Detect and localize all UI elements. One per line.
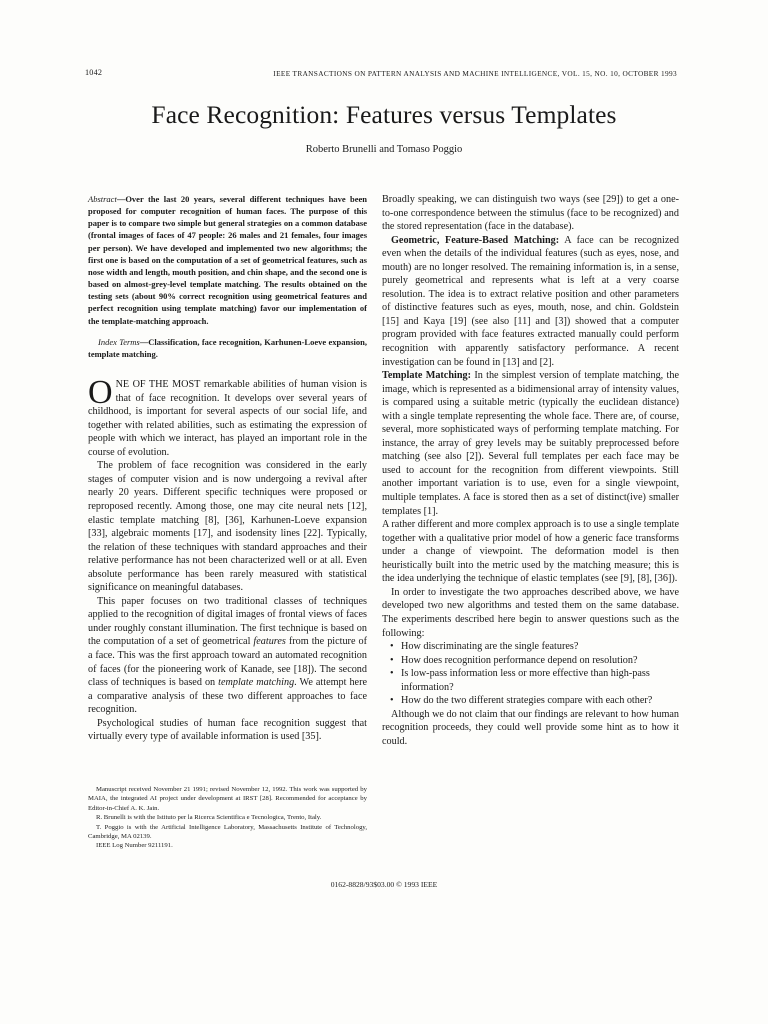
abstract-text: —Over the last 20 years, several different techniques have been proposed for computer recognition of human faces. The purpose of this paper is to compare two simple but general strategies on a common database (frontal images of faces of 47 people: 26 males and 21 females, four images per person). We have developed and implemented two new algorithms; the first one is based on the computation of a set of geometrical features, such as nose width and length, mouth position, and chin shape, and the second one is based on almost-grey-level template matching. The results obtained on the testing sets (about 90% correct recognition using geometrical features and perfect recognition using template matching) favor our implementation of the template-matching approach. (88, 194, 367, 326)
paragraph-final: Although we do not claim that our findings are relevant to how human recognition proceeds, they could well provide some hint as to how it could. (382, 708, 679, 747)
left-column (88, 193, 367, 744)
list-item-text: How discriminating are the single features? (401, 641, 579, 653)
paragraph-psychology: Psychological studies of human face recognition suggest that virtually every type of available information is used [35]. (88, 717, 367, 743)
list-item (390, 640, 679, 654)
list-item-text: Is low-pass information less or more effective than high-pass information? (401, 668, 650, 693)
intro-smallcaps: NE OF THE MOST (115, 379, 201, 391)
bullet-icon: • (390, 695, 394, 707)
bullet-icon: • (390, 668, 394, 680)
abstract-lead: Abstract (88, 194, 117, 204)
footnotes (88, 785, 367, 851)
footnote-poggio: T. Poggio is with the Artificial Intelligence Laboratory, Massachusetts Institute of Technology, Cambridge, MA 02139. (88, 823, 367, 841)
text-run: from the picture of a face. This was the first approach toward an automated recognition of faces (for the pioneering work of Kanade, see [18]). The second class of techniques is based on (88, 636, 367, 689)
index-terms (88, 336, 367, 360)
text-run: A face can be recognized even when the details of the individual features (such as eyes, nose, and mouth) are no longer resolved. The remaining information is, in a sense, purely geometrical and represents what is left at a very coarse resolution. The idea is to extract relative position and other parameters of distinctive features such as eyes, mouth, nose, and chin. Goldstein [15] and Kaya [19] (see also [11] and [3]) showed that a computer program provided with face features extracted manually could perform recognition with apparently satisfactory performance. A recent investigation can be found in [13] and [2]. (382, 234, 679, 368)
question-list (382, 640, 679, 708)
paragraph-order: In order to investigate the two approaches described above, we have developed two new algorithms and tested them on the same database. The experiments described here begin to answer questions such as the following: (382, 586, 679, 639)
paragraph-geometric (382, 234, 679, 369)
index-terms-lead: Index Terms (98, 336, 140, 347)
paragraph-rather: A rather different and more complex approach is to use a single template together with a qualitative prior model of how a generic face transforms under a change of viewpoint. The deformation model is then heuristically built into the metric used by the matching measure; this is the idea underlying the technique of elastic templates (see [9], [8], [36]). (382, 519, 679, 585)
footnote-log-number: IEEE Log Number 9211191. (96, 842, 173, 850)
list-item-text: How do the two different strategies compare with each other? (401, 695, 653, 707)
footnote-manuscript: Manuscript received November 21 1991; revised November 12, 1992. This work was supported by MAIA, the integrated AI project under development at IRST [28]. Recommended for acceptance by Editor-in-Chief A. K. Jain. (88, 786, 367, 812)
right-column (382, 193, 679, 748)
running-head: IEEE TRANSACTIONS ON PATTERN ANALYSIS AND MACHINE INTELLIGENCE, VOL. 15, NO. 10, OCTOBER 1993 (273, 69, 677, 78)
bullet-icon: • (390, 654, 394, 666)
text-run: This paper focuses on two traditional classes of techniques applied to the recognition of digital images of frontal views of faces under roughly constant illumination. The first technique is based on the computation of a set of geometrical (88, 595, 367, 648)
list-item-text: How does recognition performance depend on resolution? (401, 654, 638, 666)
intro-text: remarkable abilities of human vision is that of face recognition. It develops over several years of childhood, is important for several aspects of our social life, and together with related abilities, such as estimating the expression of people with which we interact, has played an important role in the course of evolution. (88, 379, 368, 458)
runin-geometric: Geometric, Feature-Based Matching: (391, 234, 560, 246)
paper-title: Face Recognition: Features versus Templates (151, 100, 617, 129)
abstract (88, 193, 367, 327)
emphasis-template-matching: template matching (218, 677, 295, 689)
bullet-icon: • (390, 641, 394, 653)
runin-template: Template Matching: (382, 370, 471, 382)
paper-authors: Roberto Brunelli and Tomaso Poggio (305, 144, 463, 155)
footnote-brunelli: R. Brunelli is with the Istituto per la Ricerca Scientifica e Tecnologica, Trento, Italy. (96, 814, 322, 822)
paragraph-focus (88, 595, 367, 717)
list-item (390, 654, 679, 668)
copyright-line: 0162-8828/93$03.00 © 1993 IEEE (330, 880, 438, 889)
index-terms-text: —Classification, face recognition, Karhunen-Loeve expansion, template matching. (88, 336, 367, 359)
paragraph-broadly: Broadly speaking, we can distinguish two ways (see [29]) to get a one-to-one correspondence between the stimulus (face to be recognized) and the stored representation (face in the database). (382, 194, 679, 233)
drop-cap: O (88, 374, 113, 412)
paragraph-template (382, 369, 679, 518)
intro-paragraph (88, 374, 368, 459)
list-item (390, 694, 679, 708)
page-number: 1042 (85, 68, 103, 77)
paragraph-history: The problem of face recognition was considered in the early stages of computer vision and is now undergoing a revival after nearly 20 years. Different specific techniques were proposed or reproposed recently. Among those, one may cite neural nets [12], elastic template matching [8], [36], Karhunen-Loeve expansion [33], algebraic moments [17], and isodensity lines [22]. Typically, the relation of these techniques with standard approaches and their relative performance has not been characterized well or at all. Even absolute performance has been rarely measured with statistical significance on meaningful databases. (88, 460, 367, 594)
emphasis-features: features (253, 636, 286, 648)
text-run: . We attempt here a comparative analysis of these two different approaches to face recognition. (88, 677, 367, 716)
text-run: In the simplest version of template matching, the image, which is represented as a bidimensional array of intensity values, is compared using a suitable metric (typically the euclidean distance) with a single template representing the whole face. There are, of course, several, more sophisticated ways of performing template matching. For instance, the array of grey levels may be suitably preprocessed before matching (see also [2]). Several full templates per each face may be used to account for the recognition from different viewpoints. Still another important variation is to use, even for a single viewpoint, multiple templates. A face is stored then as a set of distinct(ive) smaller templates [1]. (382, 370, 679, 517)
list-item (390, 667, 679, 694)
